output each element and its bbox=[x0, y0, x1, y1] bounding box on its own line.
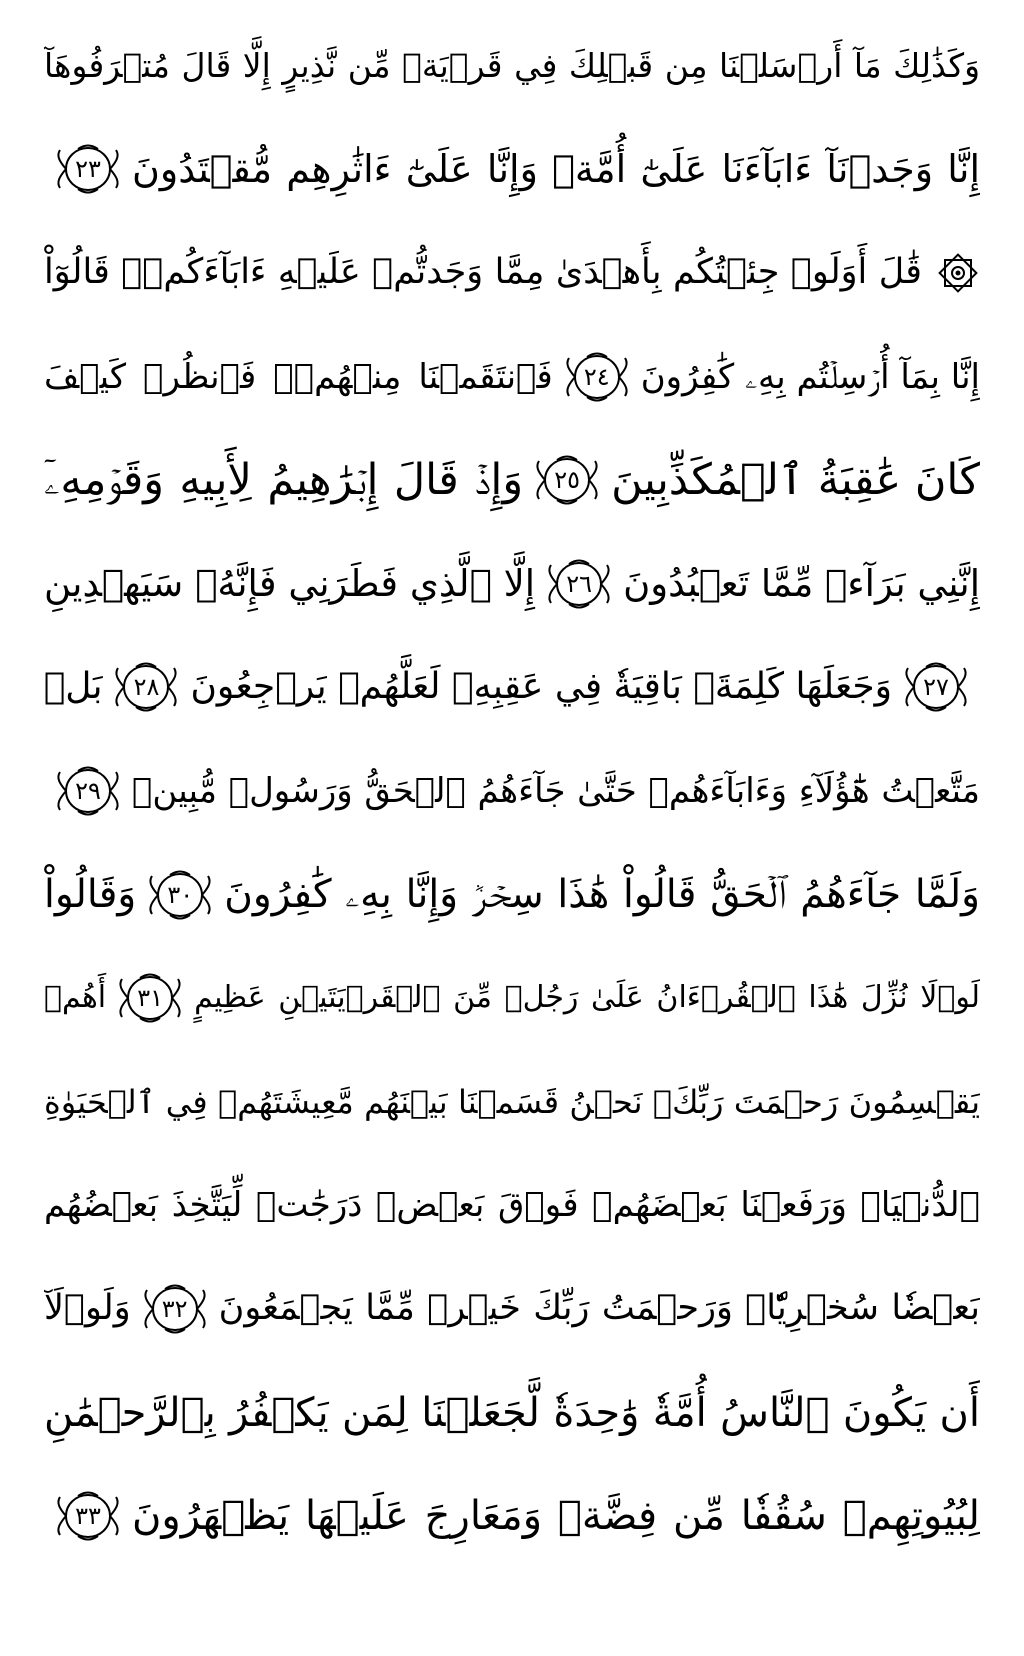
ayah-number: ٣٠ bbox=[167, 880, 194, 909]
text-line-14 bbox=[44, 1361, 980, 1465]
text-line-13 bbox=[44, 1257, 980, 1361]
line-9-text-a: وَلَمَّا جَآءَهُمُ ٱلۡحَقُّ قَالُواْ هَٰذَا سِحۡرٞ وَإِنَّا بِهِۦ كَٰفِرُونَ bbox=[224, 872, 980, 918]
ayah-number-marker bbox=[563, 346, 631, 408]
text-line-3 bbox=[44, 221, 980, 325]
line-1-text: وَكَذَٰلِكَ مَآ أَرۡسَلۡنَا مِن قَبۡلِكَ فِي قَرۡيَةٖ مِّن نَّذِيرٍ إِلَّا قَالَ مُتۡرَفُوهَآ bbox=[44, 46, 980, 86]
text-line-11 bbox=[44, 1050, 980, 1154]
line-5-text-b: وَإِذۡ قَالَ إِبۡرَٰهِيمُ لِأَبِيهِ وَقَوۡمِهِۦٓ bbox=[44, 454, 524, 505]
line-12-text: ٱلدُّنۡيَاۚ وَرَفَعۡنَا بَعۡضَهُمۡ فَوۡقَ بَعۡضٖ دَرَجَٰتٖ لِّيَتَّخِذَ بَعۡضُهُم bbox=[44, 1185, 980, 1226]
ayah-number-marker bbox=[112, 656, 180, 718]
text-line-4 bbox=[44, 325, 980, 429]
line-7-text-a: وَجَعَلَهَا كَلِمَةَۢ بَاقِيَةٗ فِي عَقِبِهِۦ لَعَلَّهُمۡ يَرۡجِعُونَ bbox=[190, 666, 892, 708]
text-line-9 bbox=[44, 843, 980, 947]
text-line-7 bbox=[44, 636, 980, 740]
line-4-text-a: إِنَّا بِمَآ أُرۡسِلۡتُم بِهِۦ كَٰفِرُونَ bbox=[640, 356, 980, 397]
text-line-12 bbox=[44, 1154, 980, 1258]
line-4-text-b: فَٱنتَقَمۡنَا مِنۡهُمۡۖ فَٱنظُرۡ كَيۡفَ bbox=[44, 356, 553, 397]
ayah-number: ٢٤ bbox=[583, 362, 610, 391]
ayah-number-marker bbox=[141, 1278, 209, 1340]
line-10-text-b: أَهُمۡ bbox=[44, 980, 107, 1016]
ayah-number-marker bbox=[146, 864, 214, 926]
text-line-2 bbox=[44, 118, 980, 222]
text-line-8 bbox=[44, 739, 980, 843]
ayah-number-marker bbox=[54, 138, 122, 200]
line-5-text-a: كَانَ عَٰقِبَةُ ٱلۡمُكَذِّبِينَ bbox=[611, 454, 980, 505]
line-13-text-b: وَلَوۡلَآ bbox=[44, 1288, 131, 1329]
ayah-number-marker bbox=[116, 967, 184, 1029]
ayah-number: ٢٨ bbox=[133, 673, 160, 702]
ayah-number: ٣١ bbox=[137, 984, 164, 1013]
ayah-number: ٢٩ bbox=[75, 776, 101, 805]
hizb-marker bbox=[936, 251, 980, 295]
rub-el-hizb-icon bbox=[936, 251, 980, 295]
text-line-5 bbox=[44, 428, 980, 532]
text-line-15 bbox=[44, 1464, 980, 1568]
line-13-text-a: بَعۡضٗا سُخۡرِيّٗاۗ وَرَحۡمَتُ رَبِّكَ خَيۡرٞ مِّمَّا يَجۡمَعُونَ bbox=[218, 1288, 980, 1329]
line-15-text: لِبُيُوتِهِمۡ سُقُفٗا مِّن فِضَّةٖ وَمَعَارِجَ عَلَيۡهَا يَظۡهَرُونَ bbox=[132, 1493, 980, 1540]
ayah-number: ٢٣ bbox=[75, 155, 101, 184]
ayah-number: ٣٣ bbox=[75, 1502, 101, 1531]
line-14-text: أَن يَكُونَ ٱلنَّاسُ أُمَّةٗ وَٰحِدَةٗ لَّجَعَلۡنَا لِمَن يَكۡفُرُ بِٱلرَّحۡمَٰنِ bbox=[44, 1389, 980, 1436]
line-11-text: يَقۡسِمُونَ رَحۡمَتَ رَبِّكَۚ نَحۡنُ قَسَمۡنَا بَيۡنَهُم مَّعِيشَتَهُمۡ فِي ٱلۡحَيَوٰةِ bbox=[44, 1082, 980, 1121]
text-line-1 bbox=[44, 14, 980, 118]
line-8-text: مَتَّعۡتُ هَٰٓؤُلَآءِ وَءَابَآءَهُمۡ حَتَّىٰ جَآءَهُمُ ٱلۡحَقُّ وَرَسُولٞ مُّبِينٞ bbox=[132, 770, 980, 811]
ayah-number: ٣٢ bbox=[161, 1294, 188, 1323]
text-line-6 bbox=[44, 532, 980, 636]
line-9-text-b: وَقَالُواْ bbox=[44, 872, 137, 918]
line-3-text: قَٰلَ أَوَلَوۡ جِئۡتُكُم بِأَهۡدَىٰ مِمَّا وَجَدتُّمۡ عَلَيۡهِ ءَابَآءَكُمۡۖ قَالُوٓاْ bbox=[44, 252, 922, 293]
line-6-text-b: إِلَّا ٱلَّذِي فَطَرَنِي فَإِنَّهُۥ سَيَهۡدِينِ bbox=[44, 562, 536, 606]
quran-text-block bbox=[44, 14, 980, 1568]
ayah-number-marker bbox=[54, 1485, 122, 1547]
line-2-text: إِنَّا وَجَدۡنَآ ءَابَآءَنَا عَلَىٰٓ أُمَّةٖ وَإِنَّا عَلَىٰٓ ءَاثَٰرِهِم مُّقۡتَدُونَ bbox=[132, 147, 980, 192]
ayah-number-marker bbox=[54, 760, 122, 822]
ayah-number: ٢٧ bbox=[923, 673, 949, 702]
line-6-text-a: إِنَّنِي بَرَآءٞ مِّمَّا تَعۡبُدُونَ bbox=[623, 562, 980, 606]
ayah-number-marker bbox=[533, 449, 601, 511]
ayah-number: ٢٥ bbox=[554, 466, 580, 495]
line-10-text-a: لَوۡلَا نُزِّلَ هَٰذَا ٱلۡقُرۡءَانُ عَلَىٰ رَجُلٖ مِّنَ ٱلۡقَرۡيَتَيۡنِ عَظِيمٍ bbox=[194, 980, 980, 1016]
text-line-10 bbox=[44, 946, 980, 1050]
line-7-text-b: بَلۡ bbox=[44, 666, 103, 708]
ayah-number-marker bbox=[545, 553, 613, 615]
ayah-number: ٢٦ bbox=[566, 569, 592, 598]
ayah-number-marker bbox=[902, 656, 970, 718]
